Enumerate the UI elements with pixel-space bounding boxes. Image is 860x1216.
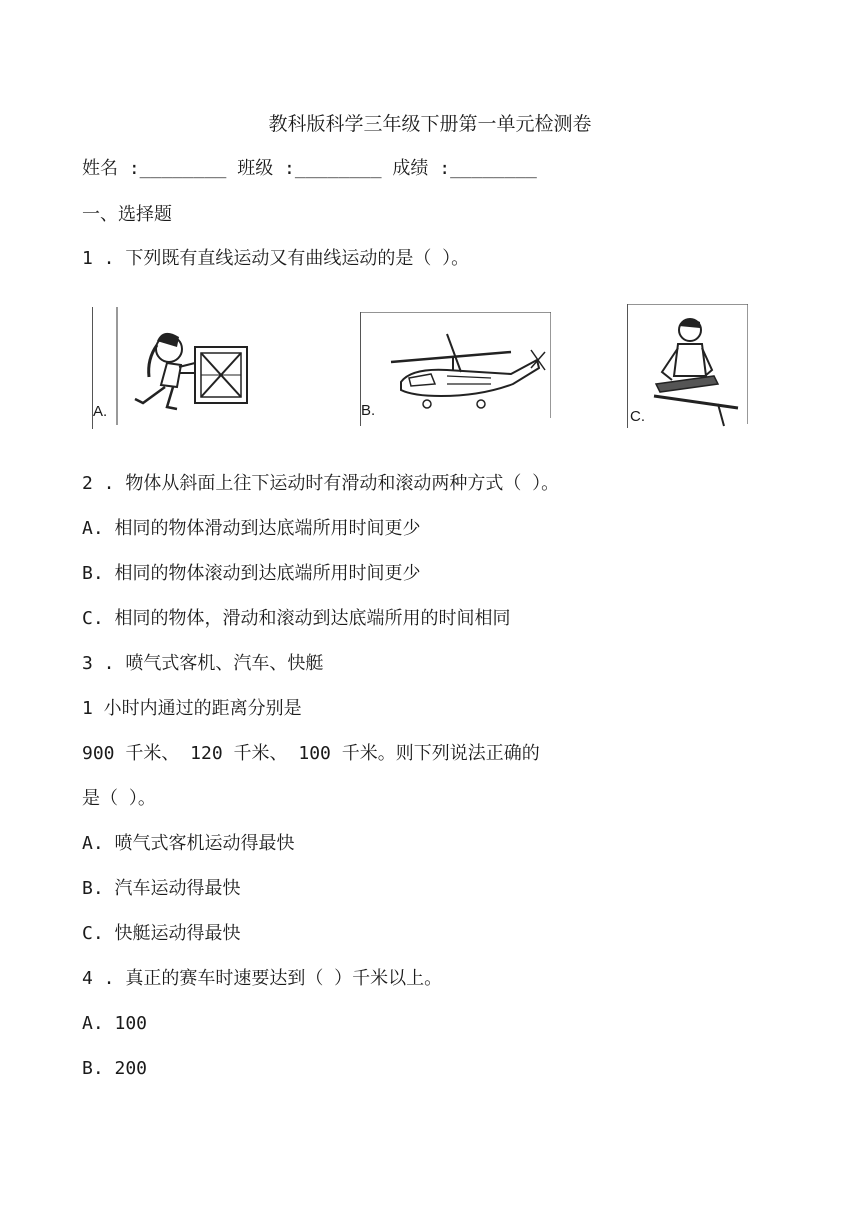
figure-b-label: B. (361, 402, 376, 419)
girl-pushing-box-icon (93, 307, 263, 429)
question-3-option-a: A. 喷气式客机运动得最快 (82, 833, 295, 854)
question-4-option-b: B. 200 (82, 1058, 148, 1079)
page-title: 教科版科学三年级下册第一单元检测卷 (268, 113, 592, 135)
question-4-stem: 4 . 真正的赛车时速要达到（ ）千米以上。 (82, 968, 443, 989)
figure-a-label: A. (93, 403, 108, 420)
figure-b (360, 312, 551, 426)
question-3-stem-line-3: 900 千米、 120 千米、 100 千米。则下列说法正确的 (82, 743, 540, 764)
question-3-stem-line-1: 3 . 喷气式客机、汽车、快艇 (82, 653, 324, 674)
question-3-stem-line-4: 是（ ）。 (82, 788, 156, 809)
figure-c-label: C. (630, 408, 645, 425)
question-4-option-a: A. 100 (82, 1013, 148, 1034)
helicopter-icon (361, 312, 551, 426)
question-3-option-b: B. 汽车运动得最快 (82, 878, 241, 899)
student-info-line: 姓名 :________ 班级 :________ 成绩 :________ (82, 158, 537, 179)
question-2-option-b: B. 相同的物体滚动到达底端所用时间更少 (82, 563, 421, 584)
question-2-option-c: C. 相同的物体，滑动和滚动到达底端所用的时间相同 (82, 608, 511, 629)
question-2-stem: 2 . 物体从斜面上往下运动时有滑动和滚动两种方式（ ）。 (82, 473, 560, 494)
section-heading: 一、选择题 (82, 204, 172, 225)
figure-a (92, 307, 263, 429)
question-3-stem-line-2: 1 小时内通过的距离分别是 (82, 698, 302, 719)
figure-c (627, 304, 748, 428)
boy-sawing-icon (628, 304, 748, 428)
question-2-option-a: A. 相同的物体滑动到达底端所用时间更少 (82, 518, 421, 539)
question-3-option-c: C. 快艇运动得最快 (82, 923, 241, 944)
question-1-stem: 1 . 下列既有直线运动又有曲线运动的是（ ）。 (82, 248, 470, 269)
